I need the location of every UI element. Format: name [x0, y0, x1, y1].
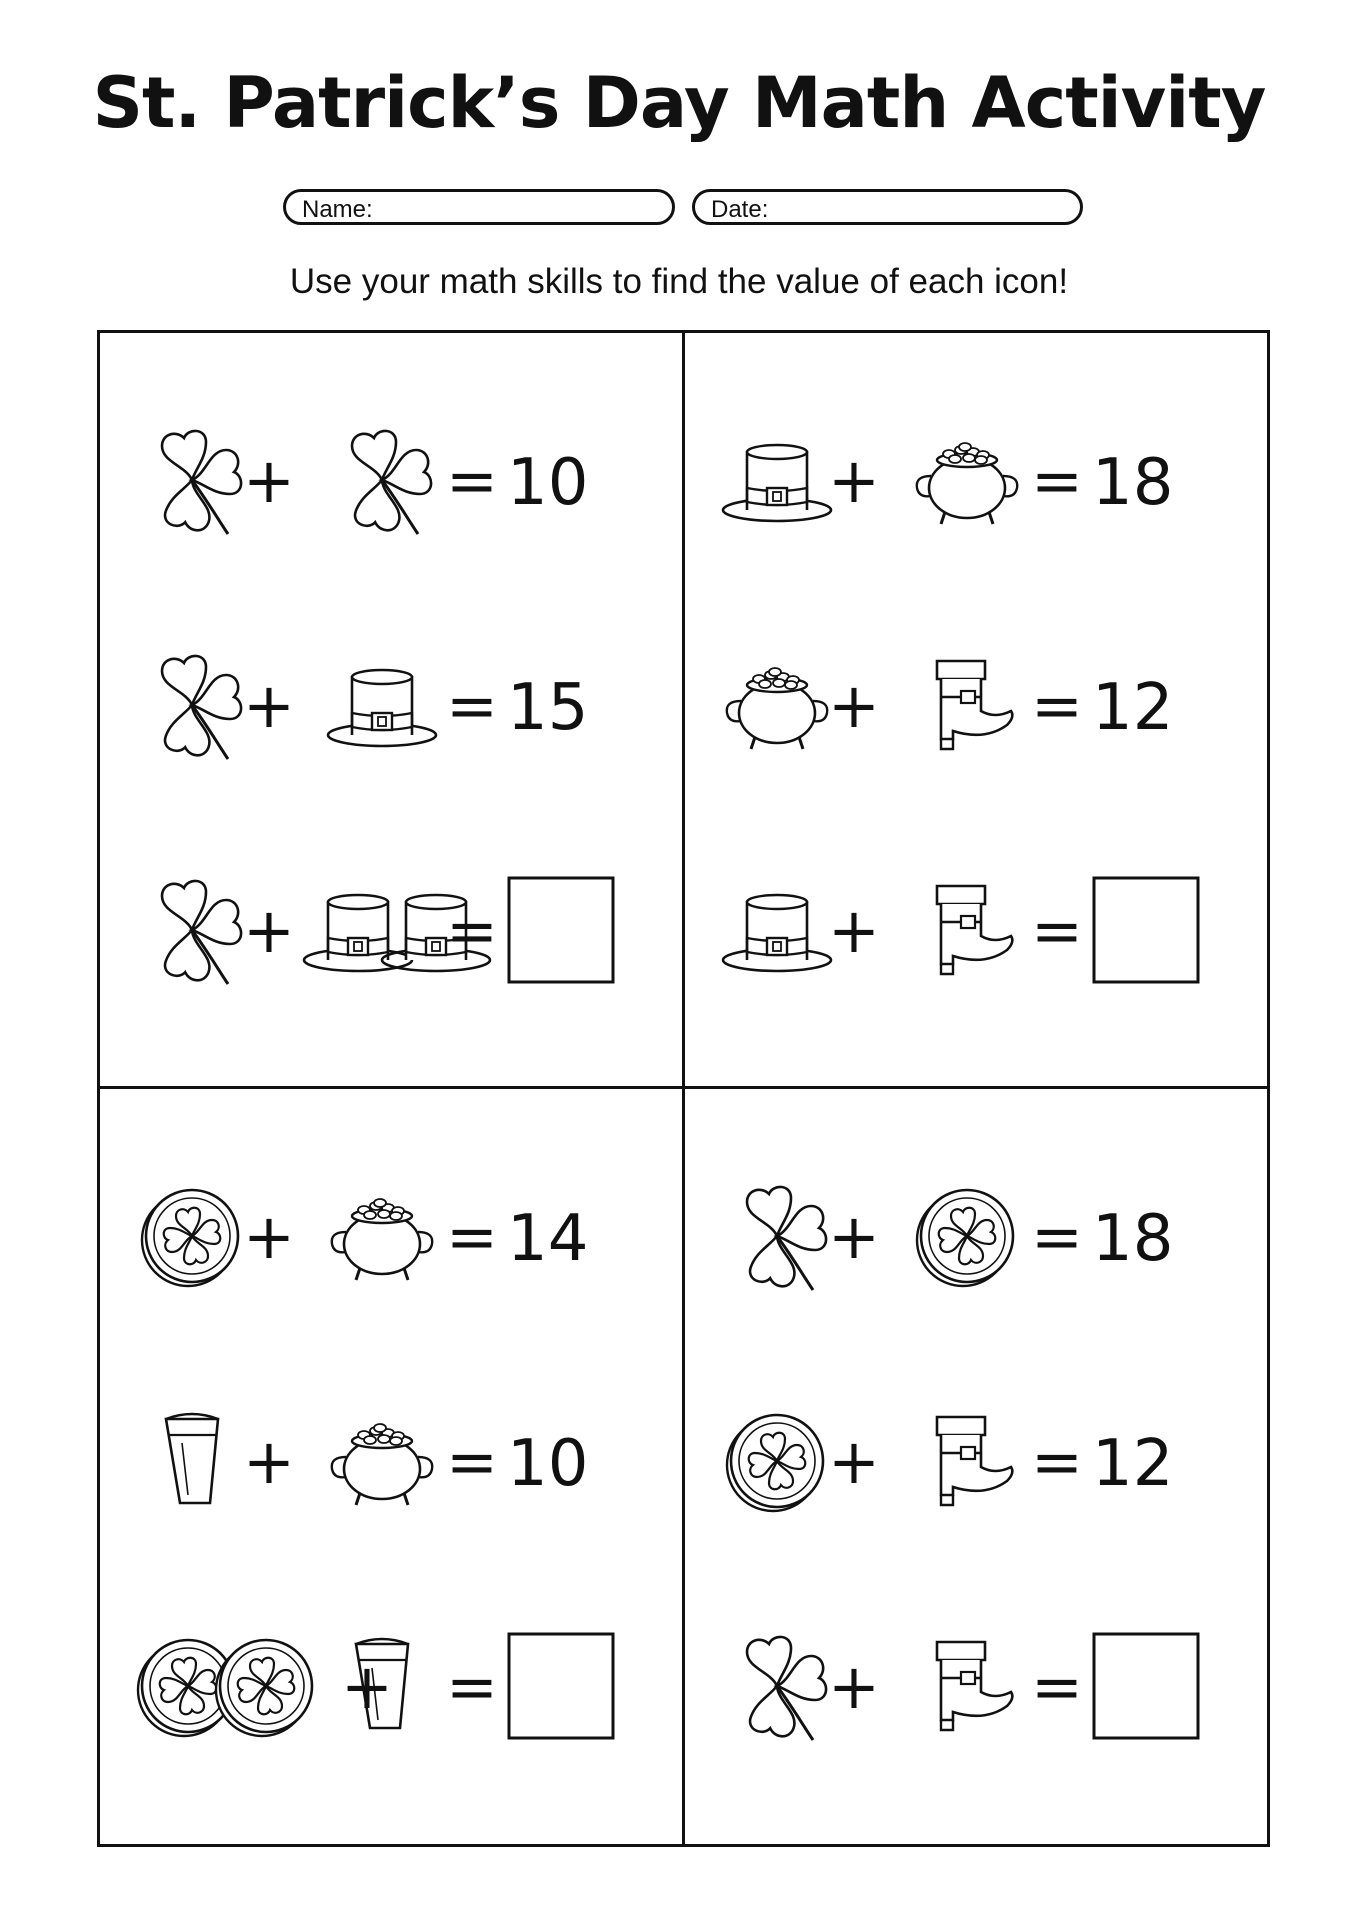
- shamrock-coin-icon: [216, 1640, 312, 1736]
- leprechaun-hat-icon: [723, 445, 831, 521]
- equation-result: 10: [507, 446, 589, 520]
- date-label: Date:: [711, 196, 769, 223]
- plus-sign: +: [828, 444, 880, 517]
- shamrock-icon: [162, 431, 241, 536]
- equation-result: 18: [1092, 446, 1174, 520]
- pot-of-gold-icon: [917, 443, 1017, 524]
- shamrock-icon: [747, 1187, 826, 1292]
- equation-result: 18: [1092, 1202, 1174, 1276]
- leprechaun-hat-icon: [328, 670, 436, 746]
- equation-result: 14: [507, 1202, 589, 1276]
- equals-sign: =: [1031, 1650, 1083, 1723]
- shamrock-coin-icon: [727, 1415, 823, 1511]
- shamrock-icon: [747, 1637, 826, 1742]
- plus-sign: +: [243, 1425, 295, 1498]
- plus-sign: +: [243, 444, 295, 517]
- equals-sign: =: [1031, 444, 1083, 517]
- leprechaun-hat-icon: [723, 895, 831, 971]
- equals-sign: =: [446, 669, 498, 742]
- pot-of-gold-icon: [332, 1424, 432, 1505]
- leprechaun-boot-icon: [937, 1417, 1012, 1505]
- leprechaun-hat-icon: [304, 895, 412, 971]
- plus-sign: +: [243, 894, 295, 967]
- shamrock-coin-icon: [917, 1190, 1013, 1286]
- equals-sign: =: [1031, 669, 1083, 742]
- equals-sign: =: [1031, 1425, 1083, 1498]
- equals-sign: =: [446, 894, 498, 967]
- pot-of-gold-icon: [332, 1199, 432, 1280]
- equals-sign: =: [446, 1425, 498, 1498]
- plus-sign: +: [341, 1650, 393, 1723]
- equals-sign: =: [1031, 894, 1083, 967]
- equation-result: 10: [507, 1427, 589, 1501]
- leprechaun-boot-icon: [937, 661, 1012, 749]
- shamrock-icon: [352, 431, 431, 536]
- equation-result: 12: [1092, 671, 1174, 745]
- name-label: Name:: [302, 196, 373, 223]
- plus-sign: +: [243, 669, 295, 742]
- shamrock-icon: [162, 656, 241, 761]
- answer-box[interactable]: [509, 1634, 613, 1738]
- shamrock-coin-icon: [142, 1190, 238, 1286]
- leprechaun-boot-icon: [937, 886, 1012, 974]
- equals-sign: =: [446, 444, 498, 517]
- shamrock-icon: [162, 881, 241, 986]
- plus-sign: +: [243, 1200, 295, 1273]
- plus-sign: +: [828, 1425, 880, 1498]
- page-title: St. Patrick’s Day Math Activity: [92, 62, 1266, 144]
- instructions: Use your math skills to find the value of each icon!: [289, 262, 1069, 301]
- plus-sign: +: [828, 1650, 880, 1723]
- answer-box[interactable]: [1094, 1634, 1198, 1738]
- answer-box[interactable]: [1094, 878, 1198, 982]
- equals-sign: =: [446, 1650, 498, 1723]
- equals-sign: =: [446, 1200, 498, 1273]
- pot-of-gold-icon: [727, 668, 827, 749]
- equation-result: 15: [507, 671, 589, 745]
- pint-glass-icon: [166, 1414, 218, 1503]
- equation-result: 12: [1092, 1427, 1174, 1501]
- plus-sign: +: [828, 669, 880, 742]
- plus-sign: +: [828, 894, 880, 967]
- equals-sign: =: [1031, 1200, 1083, 1273]
- answer-box[interactable]: [509, 878, 613, 982]
- leprechaun-boot-icon: [937, 1642, 1012, 1730]
- plus-sign: +: [828, 1200, 880, 1273]
